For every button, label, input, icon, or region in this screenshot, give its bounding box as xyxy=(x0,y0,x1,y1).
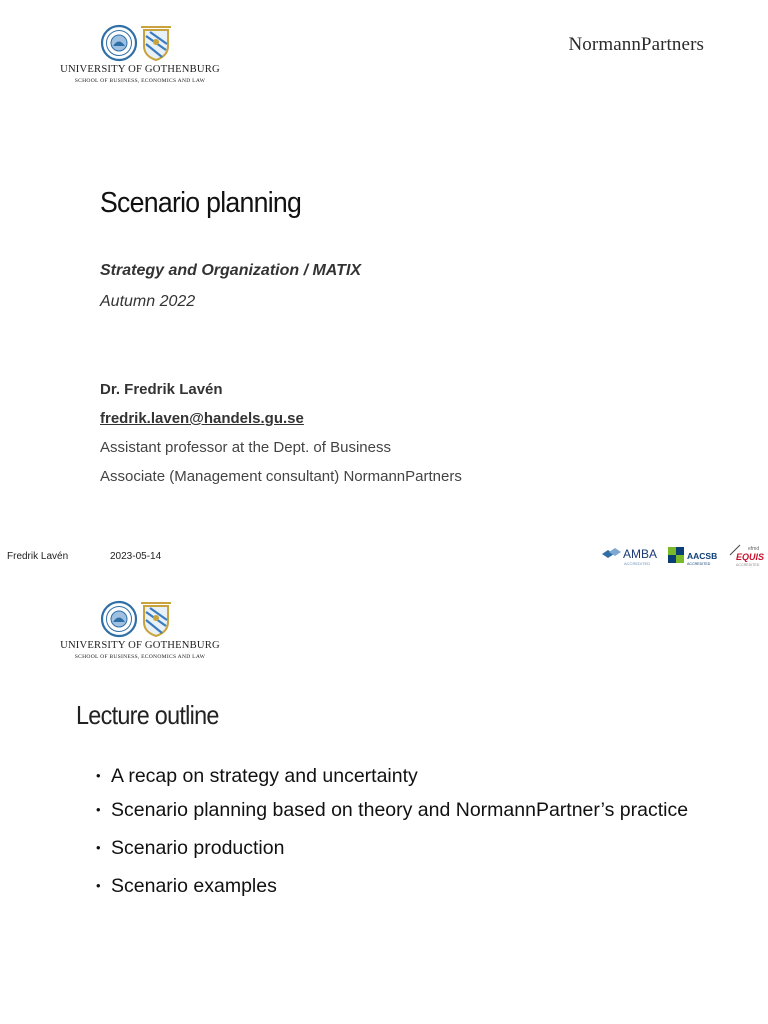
equis-sub: ACCREDITED xyxy=(736,563,760,567)
university-name: UNIVERSITY OF GOTHENBURG xyxy=(60,640,220,651)
equis-accreditation-logo xyxy=(726,541,768,569)
equis-top: efmd xyxy=(748,546,760,552)
bullet-icon: • xyxy=(96,802,101,817)
author-role-2: Associate (Management consultant) NormannPartners xyxy=(100,468,462,485)
term: Autumn 2022 xyxy=(100,293,196,310)
list-item: • Scenario examples xyxy=(96,872,716,900)
amba-icon xyxy=(602,548,621,558)
aacsb-icon xyxy=(668,547,684,563)
university-seal-icon xyxy=(102,26,136,60)
slide-title: Scenario planning xyxy=(100,187,302,219)
university-emblems-2 xyxy=(99,600,179,638)
footer-date: 2023-05-14 xyxy=(110,551,162,562)
aacsb-accreditation-logo xyxy=(667,541,723,569)
outline-title: Lecture outline xyxy=(76,700,219,730)
normannpartners-logo: NormannPartners xyxy=(568,34,704,55)
aacsb-label: AACSB xyxy=(687,551,718,561)
university-logo xyxy=(50,24,230,88)
school-name: SCHOOL OF BUSINESS, ECONOMICS AND LAW xyxy=(74,654,206,660)
bullet-icon: • xyxy=(96,878,101,893)
crest-icon xyxy=(141,26,171,60)
footer-name: Fredrik Lavén xyxy=(7,551,69,562)
university-seal-icon xyxy=(102,602,136,636)
university-logo-2 xyxy=(50,600,230,664)
author-name: Dr. Fredrik Lavén xyxy=(100,381,223,398)
equis-label: EQUIS xyxy=(736,552,765,562)
outline-slide xyxy=(0,576,768,1024)
amba-label: AMBA xyxy=(623,547,658,561)
author-role-1: Assistant professor at the Dept. of Business xyxy=(100,439,391,456)
school-name: SCHOOL OF BUSINESS, ECONOMICS AND LAW xyxy=(74,78,206,84)
university-emblems xyxy=(99,24,179,62)
list-item: • Scenario planning based on theory and NormannPartner’s practice xyxy=(96,796,716,824)
crest-icon xyxy=(141,602,171,636)
amba-accreditation-logo xyxy=(600,541,662,569)
outline-list xyxy=(96,762,716,906)
bullet-icon: • xyxy=(96,768,101,783)
list-item: • Scenario production xyxy=(96,834,716,862)
aacsb-sub: ACCREDITED xyxy=(687,562,711,566)
course-name: Strategy and Organization / MATIX xyxy=(100,262,362,279)
university-name: UNIVERSITY OF GOTHENBURG xyxy=(60,64,220,75)
list-item: • A recap on strategy and uncertainty xyxy=(96,762,716,790)
author-email-link[interactable]: fredrik.laven@handels.gu.se xyxy=(100,410,304,427)
amba-sub: ACCREDITED xyxy=(624,561,651,566)
bullet-icon: • xyxy=(96,840,101,855)
